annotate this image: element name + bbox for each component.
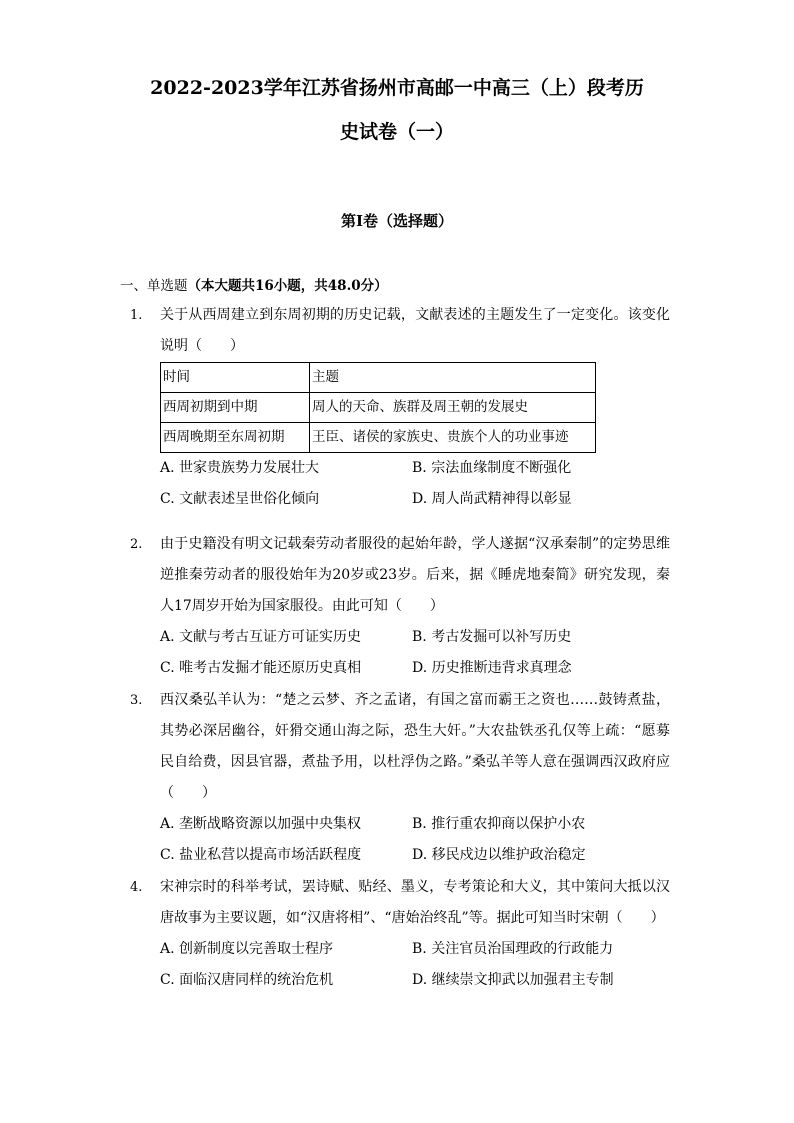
question-number: 2.	[130, 537, 143, 552]
table-header-cell: 主题	[310, 363, 596, 393]
option-a[interactable]: A. 文献与考古互证方可证实历史	[160, 629, 362, 645]
options	[160, 934, 670, 996]
question-2	[130, 529, 670, 684]
option-d[interactable]: D. 周人尚武精神得以彰显	[412, 491, 572, 507]
table-header-cell: 时间	[161, 363, 310, 393]
table-row	[161, 423, 596, 453]
exam-title-line2: 史试卷（一）	[339, 121, 454, 143]
question-number: 4.	[130, 880, 143, 895]
exam-title-line1: 2022-2023学年江苏省扬州市高邮一中高三（上）段考历	[150, 77, 644, 99]
table-row	[161, 393, 596, 423]
option-b[interactable]: B. 推行重农抑商以保护小农	[412, 816, 586, 832]
option-d[interactable]: D. 移民戍边以维护政治稳定	[412, 847, 586, 863]
question-stem: 由于史籍没有明文记载秦劳动者服役的起始年龄，学人遂据“汉承秦制”的定势思维逆推秦劳动者的服役始年为20岁或23岁。后来，据《睡虎地秦简》研究发现，秦人17周岁开始为国家服役。由此可知（ ）	[160, 536, 670, 614]
option-c[interactable]: C. 盐业私营以提高市场活跃程度	[160, 847, 362, 863]
option-c[interactable]: C. 面临汉唐同样的统治危机	[160, 972, 334, 988]
table-cell: 王臣、诸侯的家族史、贵族个人的功业事迹	[310, 423, 596, 453]
option-d[interactable]: D. 继续崇文抑武以加强君主专制	[412, 972, 614, 988]
table-cell: 西周初期到中期	[161, 393, 310, 423]
question-4	[130, 872, 670, 996]
question-stem: 西汉桑弘羊认为：“楚之云梦、齐之孟诸，有国之富而霸王之资也……鼓铸煮盐，其势必深居幽谷，奸猾交通山海之际，恐生大奸。”大农盐铁丞孔仅等上疏：“愿募民自给费，因县官器，煮盐予用，以杜浮伪之路。”桑弘羊等人意在强调西汉政府应（ ）	[160, 692, 670, 801]
option-b[interactable]: B. 考古发掘可以补写历史	[412, 629, 572, 645]
question-1	[130, 300, 670, 515]
section-heading: 第Ⅰ卷（选择题）	[340, 212, 454, 230]
option-a[interactable]: A. 创新制度以完善取士程序	[160, 941, 334, 957]
table-header-row	[161, 363, 596, 393]
question-stem: 关于从西周建立到东周初期的历史记载，文献表述的主题发生了一定变化。该变化说明（ ）	[160, 307, 670, 354]
option-b[interactable]: B. 关注官员治国理政的行政能力	[412, 941, 614, 957]
options	[160, 622, 670, 684]
part-label: 一、单选题	[120, 278, 188, 294]
table-cell: 西周晚期至东周初期	[161, 423, 310, 453]
question-number: 3.	[130, 693, 143, 708]
option-b[interactable]: B. 宗法血缘制度不断强化	[412, 460, 572, 476]
question-stem: 宋神宗时的科举考试，罢诗赋、贴经、墨义，专考策论和大义，其中策问大抵以汉唐故事为主要议题，如“汉唐将相”、“唐始治终乱”等。据此可知当时宋朝（ ）	[160, 879, 670, 926]
option-d[interactable]: D. 历史推断违背求真理念	[412, 660, 572, 676]
question-3	[130, 685, 670, 871]
part-info: （本大题共16小题，共48.0分）	[187, 278, 388, 294]
table-cell: 周人的天命、族群及周王朝的发展史	[310, 393, 596, 423]
option-a[interactable]: A. 垄断战略资源以加强中央集权	[160, 816, 362, 832]
options	[160, 453, 670, 515]
option-c[interactable]: C. 唯考古发掘才能还原历史真相	[160, 660, 362, 676]
part-heading	[120, 274, 388, 294]
option-c[interactable]: C. 文献表述呈世俗化倾向	[160, 491, 320, 507]
exam-title	[100, 66, 694, 154]
options	[160, 809, 670, 871]
question-table	[160, 362, 596, 453]
question-number: 1.	[130, 308, 143, 323]
option-a[interactable]: A. 世家贵族势力发展壮大	[160, 460, 320, 476]
